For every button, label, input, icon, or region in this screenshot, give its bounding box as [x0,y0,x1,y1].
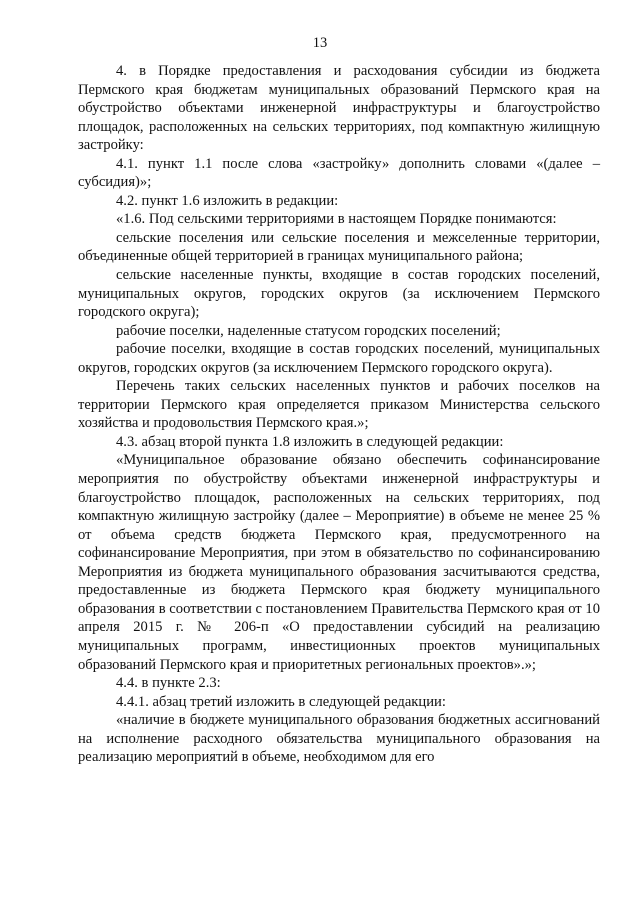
paragraph: 4.4. в пункте 2.3: [116,675,221,692]
paragraph: 4.1. пункт 1.1 после слова «застройку» дополнить словами «(далее – субсидия)»; [78,155,600,191]
paragraph: Перечень таких сельских населенных пунктов и рабочих поселков на территории Пермского края определяется приказом Министерства сельского хозяйства и продовольствия Пермского края.»; [78,378,600,432]
page-number: 13 [312,35,328,51]
paragraph: сельские населенные пункты, входящие в состав городских поселений, муниципальных округов, городских округов (за исключением Пермского городского округа); [78,267,600,321]
paragraph: 4. в Порядке предоставления и расходования субсидии из бюджета Пермского края бюджетам муниципальных образований Пермского края на обустройство объектами инженерной инфраструктуры и благоустройство площадок, расположенных на сельских территориях, под компактную жилищную застройку: [78,63,600,154]
paragraph: 4.4.1. абзац третий изложить в следующей редакции: [116,693,446,710]
paragraph: «1.6. Под сельскими территориями в настоящем Порядке понимаются: [116,211,557,228]
paragraph: «наличие в бюджете муниципального образования бюджетных ассигнований на исполнение расходного обязательства муниципального образования на реализацию мероприятий в объеме, необходимом для его [78,712,600,766]
paragraph: «Муниципальное образование обязано обеспечить софинансирование мероприятия по обустройству объектами инженерной инфраструктуры и благоустройство площадок, расположенных на сельских территориях, под компактную жилищную застройку (далее – Мероприятие) в объеме не менее 25 % от объема средств бюджета Пермского края, предусмотренного на софинансирование Мероприятия, при этом в обязательство по софинансированию Мероприятия из бюджета муниципального образования засчитываются средства, предоставленные из бюджета Пермского края бюджету муниципального образования в соответствии с постановлением Правительства Пермского края от 10 апреля 2015 г. № 206-п «О предоставлении субсидий на реализацию муниципальных программ, инвестиционных проектов муниципальных образований Пермского края и приоритетных региональных проектов».»; [78,452,600,673]
paragraph: 4.2. пункт 1.6 изложить в редакции: [116,192,339,209]
paragraph: сельские поселения или сельские поселения и межселенные территории, объединенные общей территорией в границах муниципального района; [78,229,600,265]
paragraph: рабочие поселки, наделенные статусом городских поселений; [116,322,501,339]
document-body [78,62,600,767]
paragraph: 4.3. абзац второй пункта 1.8 изложить в следующей редакции: [116,433,504,450]
paragraph: рабочие поселки, входящие в состав городских поселений, муниципальных округов, городских округов (за исключением Пермского городского округа). [78,341,600,376]
